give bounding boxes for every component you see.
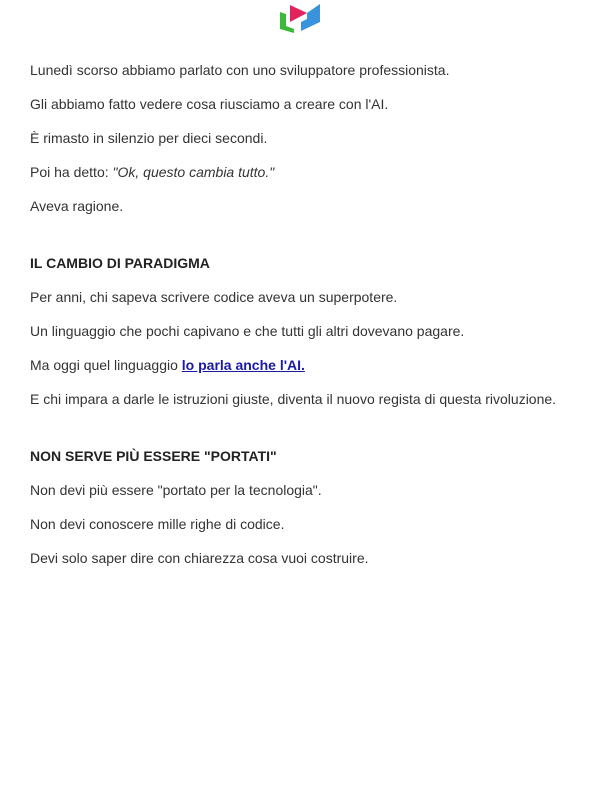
section2-paragraph-2: Non devi conoscere mille righe di codice. bbox=[30, 516, 285, 532]
quote-text: "Ok, questo cambia tutto." bbox=[112, 164, 275, 180]
section-heading-paradigm: IL CAMBIO DI PARADIGMA bbox=[30, 255, 210, 271]
intro-paragraph-4 bbox=[30, 162, 575, 183]
ai-link[interactable]: lo parla anche l'AI. bbox=[181, 357, 305, 373]
email-body bbox=[30, 60, 575, 582]
link-prefix: Ma oggi quel linguaggio bbox=[30, 357, 182, 373]
brand-logo-icon bbox=[277, 2, 323, 34]
section2-paragraph-3: Devi solo saper dire con chiarezza cosa vuoi costruire. bbox=[30, 550, 369, 566]
section1-paragraph-2: Un linguaggio che pochi capivano e che tutti gli altri dovevano pagare. bbox=[30, 323, 465, 339]
section2-paragraph-1: Non devi più essere "portato per la tecnologia". bbox=[30, 482, 322, 498]
section1-paragraph-1: Per anni, chi sapeva scrivere codice aveva un superpotere. bbox=[30, 289, 398, 305]
quote-prefix: Poi ha detto: bbox=[30, 164, 113, 180]
intro-paragraph-1: Lunedì scorso abbiamo parlato con uno sviluppatore professionista. bbox=[30, 62, 450, 78]
intro-paragraph-2: Gli abbiamo fatto vedere cosa riusciamo a creare con l'AI. bbox=[30, 96, 389, 112]
section-heading-portati: NON SERVE PIÙ ESSERE "PORTATI" bbox=[30, 448, 277, 464]
intro-paragraph-5: Aveva ragione. bbox=[30, 198, 124, 214]
section1-paragraph-4: E chi impara a darle le istruzioni giuste, diventa il nuovo regista di questa rivoluzione. bbox=[30, 391, 557, 407]
intro-paragraph-3: È rimasto in silenzio per dieci secondi. bbox=[30, 130, 268, 146]
section1-paragraph-3 bbox=[30, 355, 575, 376]
